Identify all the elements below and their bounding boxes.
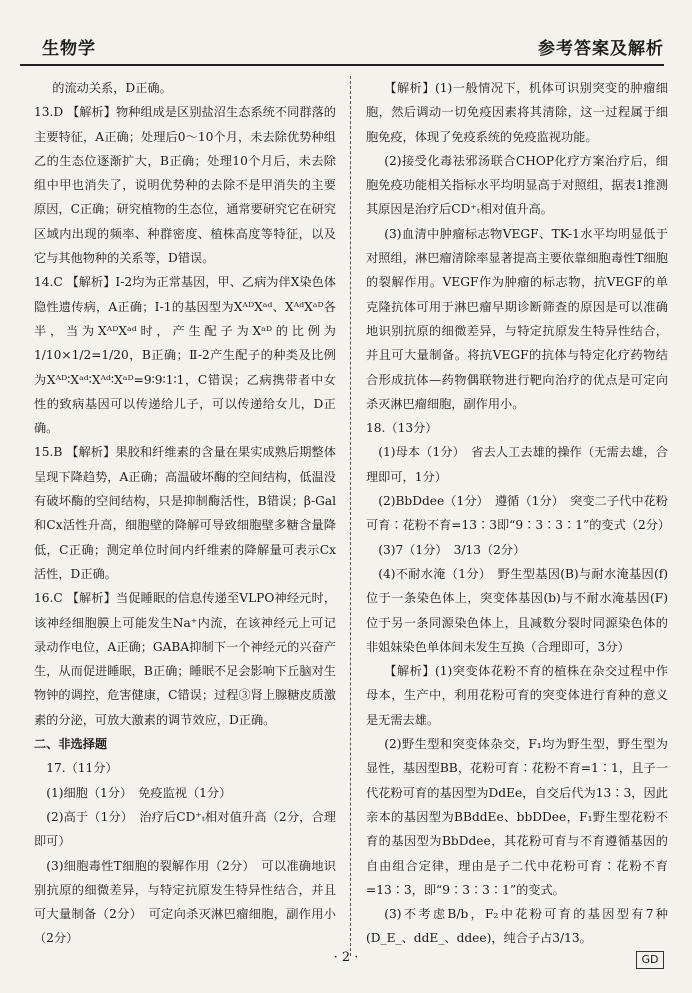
paragraph: (1)细胞（1分） 免疫监视（1分） [46,785,232,800]
paragraph: 【解析】(1)突变体花粉不育的植株在杂交过程中作母本，生产中，利用花粉可育的突变体进行育种的意义是无需去雄。 [366,664,668,727]
header-rule [20,64,664,66]
column-divider [350,76,351,956]
page-number: · 2 · [333,950,359,965]
page-header [20,30,664,66]
paragraph: (4)不耐水淹（1分） 野生型基因(B)与耐水淹基因(f)位于一条染色体上，突变体基因(b)与不耐水淹基因(F)位于另一条同源染色体上，且减数分裂时同源染色体的非姐妹染色单体间未发生互换（合理即可，3分） [366,566,668,654]
paragraph: (3)血清中肿瘤标志物VEGF、TK-1水平均明显低于对照组，淋巴瘤清除率显著提高主要依靠细胞毒性T细胞的裂解作用。VEGF作为肿瘤的标志物，抗VEGF的单克隆抗体可用于淋巴瘤早期诊断筛查的原因是可以准确地识别抗原的细微差异，与特定抗原发生特异性结合，并且可大量制备。将抗VEGF的抗体与特定化疗药物结合形成抗体—药物偶联物进行靶向治疗的优点是可定向杀灭淋巴瘤细胞，副作用小。 [366,226,668,411]
paragraph: 18.（13分） [366,421,438,436]
subject-title: 生物学 [42,39,96,59]
paragraph: (2)BbDdee（1分） 遵循（1分） 突变二子代中花粉可育∶花粉不育=13∶3即“9∶3∶3∶1”的变式（2分） [366,494,671,533]
edition-badge: GD [636,951,664,969]
paragraph: (2)高于（1分） 治疗后CD⁺ₜ相对值升高（2分，合理即可） [34,809,336,849]
paragraph: 的流动关系，D正确。 [52,81,172,95]
paragraph: (3)7（1分） 3/13（2分） [378,542,526,557]
left-column [34,76,336,951]
paragraph: 15.B 【解析】果胶和纤维素的含量在果实成熟后期整体呈现下降趋势，A正确；高温破坏酶的空间结构，低温没有破坏酶的空间结构，只是抑制酶活性，B错误；β-Gal和Cx活性升高，细胞壁的降解可导致细胞壁多糖含量降低，C正确；测定单位时间内纤维素的降解量可表示Cx活性，D正确。 [34,445,336,581]
paragraph: 14.C 【解析】Ⅰ-2均为正常基因，甲、乙病为伴X染色体隐性遗传病，A正确；Ⅰ-1的基因型为XᴬᴰXᵃᵈ、XᴬᵈXᵃᴰ各半，当为XᴬᴰXᵃᵈ时，产生配子为Xᵃᴰ的比例为1/10×1/2=1/20，B正确；Ⅱ-2产生配子的种类及比例为Xᴬᴰ∶Xᵃᵈ∶Xᴬᵈ∶Xᵃᴰ=9∶9∶1∶1，C错误；乙病携带者中女性的致病基因可以传递给儿子，可以传递给女儿，D正确。 [34,275,336,436]
paragraph: 二、非选择题 [34,737,108,752]
paragraph: (2)接受化毒祛邪汤联合CHOP化疗方案治疗后，细胞免疫功能相关指标水平均明显高于对照组，据表1推测其原因是治疗后CD⁺ₜ相对值升高。 [366,153,668,217]
paragraph: 【解析】(1)一般情况下，机体可识别突变的肿瘤细胞，然后调动一切免疫因素将其清除，这一过程属于细胞免疫，体现了免疫系统的免疫监视功能。 [366,81,668,144]
section-title: 参考答案及解析 [538,39,664,59]
paragraph: 13.D 【解析】物种组成是区别盐沼生态系统不同群落的主要特征，A正确；处理后0～10个月，未去除优势种组乙的生态位逐渐扩大，B正确；处理10个月后，未去除组中甲也消失了，说明优势种的去除不是甲消失的主要原因，C正确；研究植物的生态位，通常要研究它在研究区域内出现的频率、种群密度、植株高度等特征，以及它与其他物种的关系等，D错误。 [34,105,336,266]
paragraph: (1)母本（1分） 省去人工去雄的操作（无需去雄，合理即可，1分） [366,445,668,484]
right-column [366,76,671,951]
paragraph: (3)细胞毒性T细胞的裂解作用（2分） 可以准确地识别抗原的细微差异，与特定抗原发生特异性结合，并且可大量制备（2分） 可定向杀灭淋巴瘤细胞，副作用小（2分） [34,858,336,946]
paragraph: (2)野生型和突变体杂交，F₁均为野生型，野生型为显性，基因型BB，花粉可育∶花粉不育=1∶1，且子一代花粉可育的基因型为DdEe，自交后代为13∶3，因此亲本的基因型为BBddEe、bbDDee，F₁野生型花粉不育的基因型为BbDdee，其花粉可育与不育遵循基因的自由组合定律，理由是子二代中花粉可育∶花粉不育=13∶3，即“9∶3∶3∶1”的变式。 [366,737,668,897]
paragraph: 16.C 【解析】当促睡眠的信息传递至VLPO神经元时，该神经细胞膜上可能发生Na⁺内流，在该神经元上可记录动作电位，A正确；GABA抑制下一个神经元的兴奋产生，从而促进睡眠，B正确；睡眠不足会影响下丘脑对生物钟的调控，危害健康，C错误；过程③肾上腺糖皮质激素的分泌，可放大激素的调节效应，D正确。 [34,591,336,727]
paragraph: (3)不考虑B/b，F₂中花粉可育的基因型有7种(D_E_、ddE_、ddee)，纯合子占3/13。 [366,907,668,946]
paragraph: 17.（11分） [46,761,118,776]
